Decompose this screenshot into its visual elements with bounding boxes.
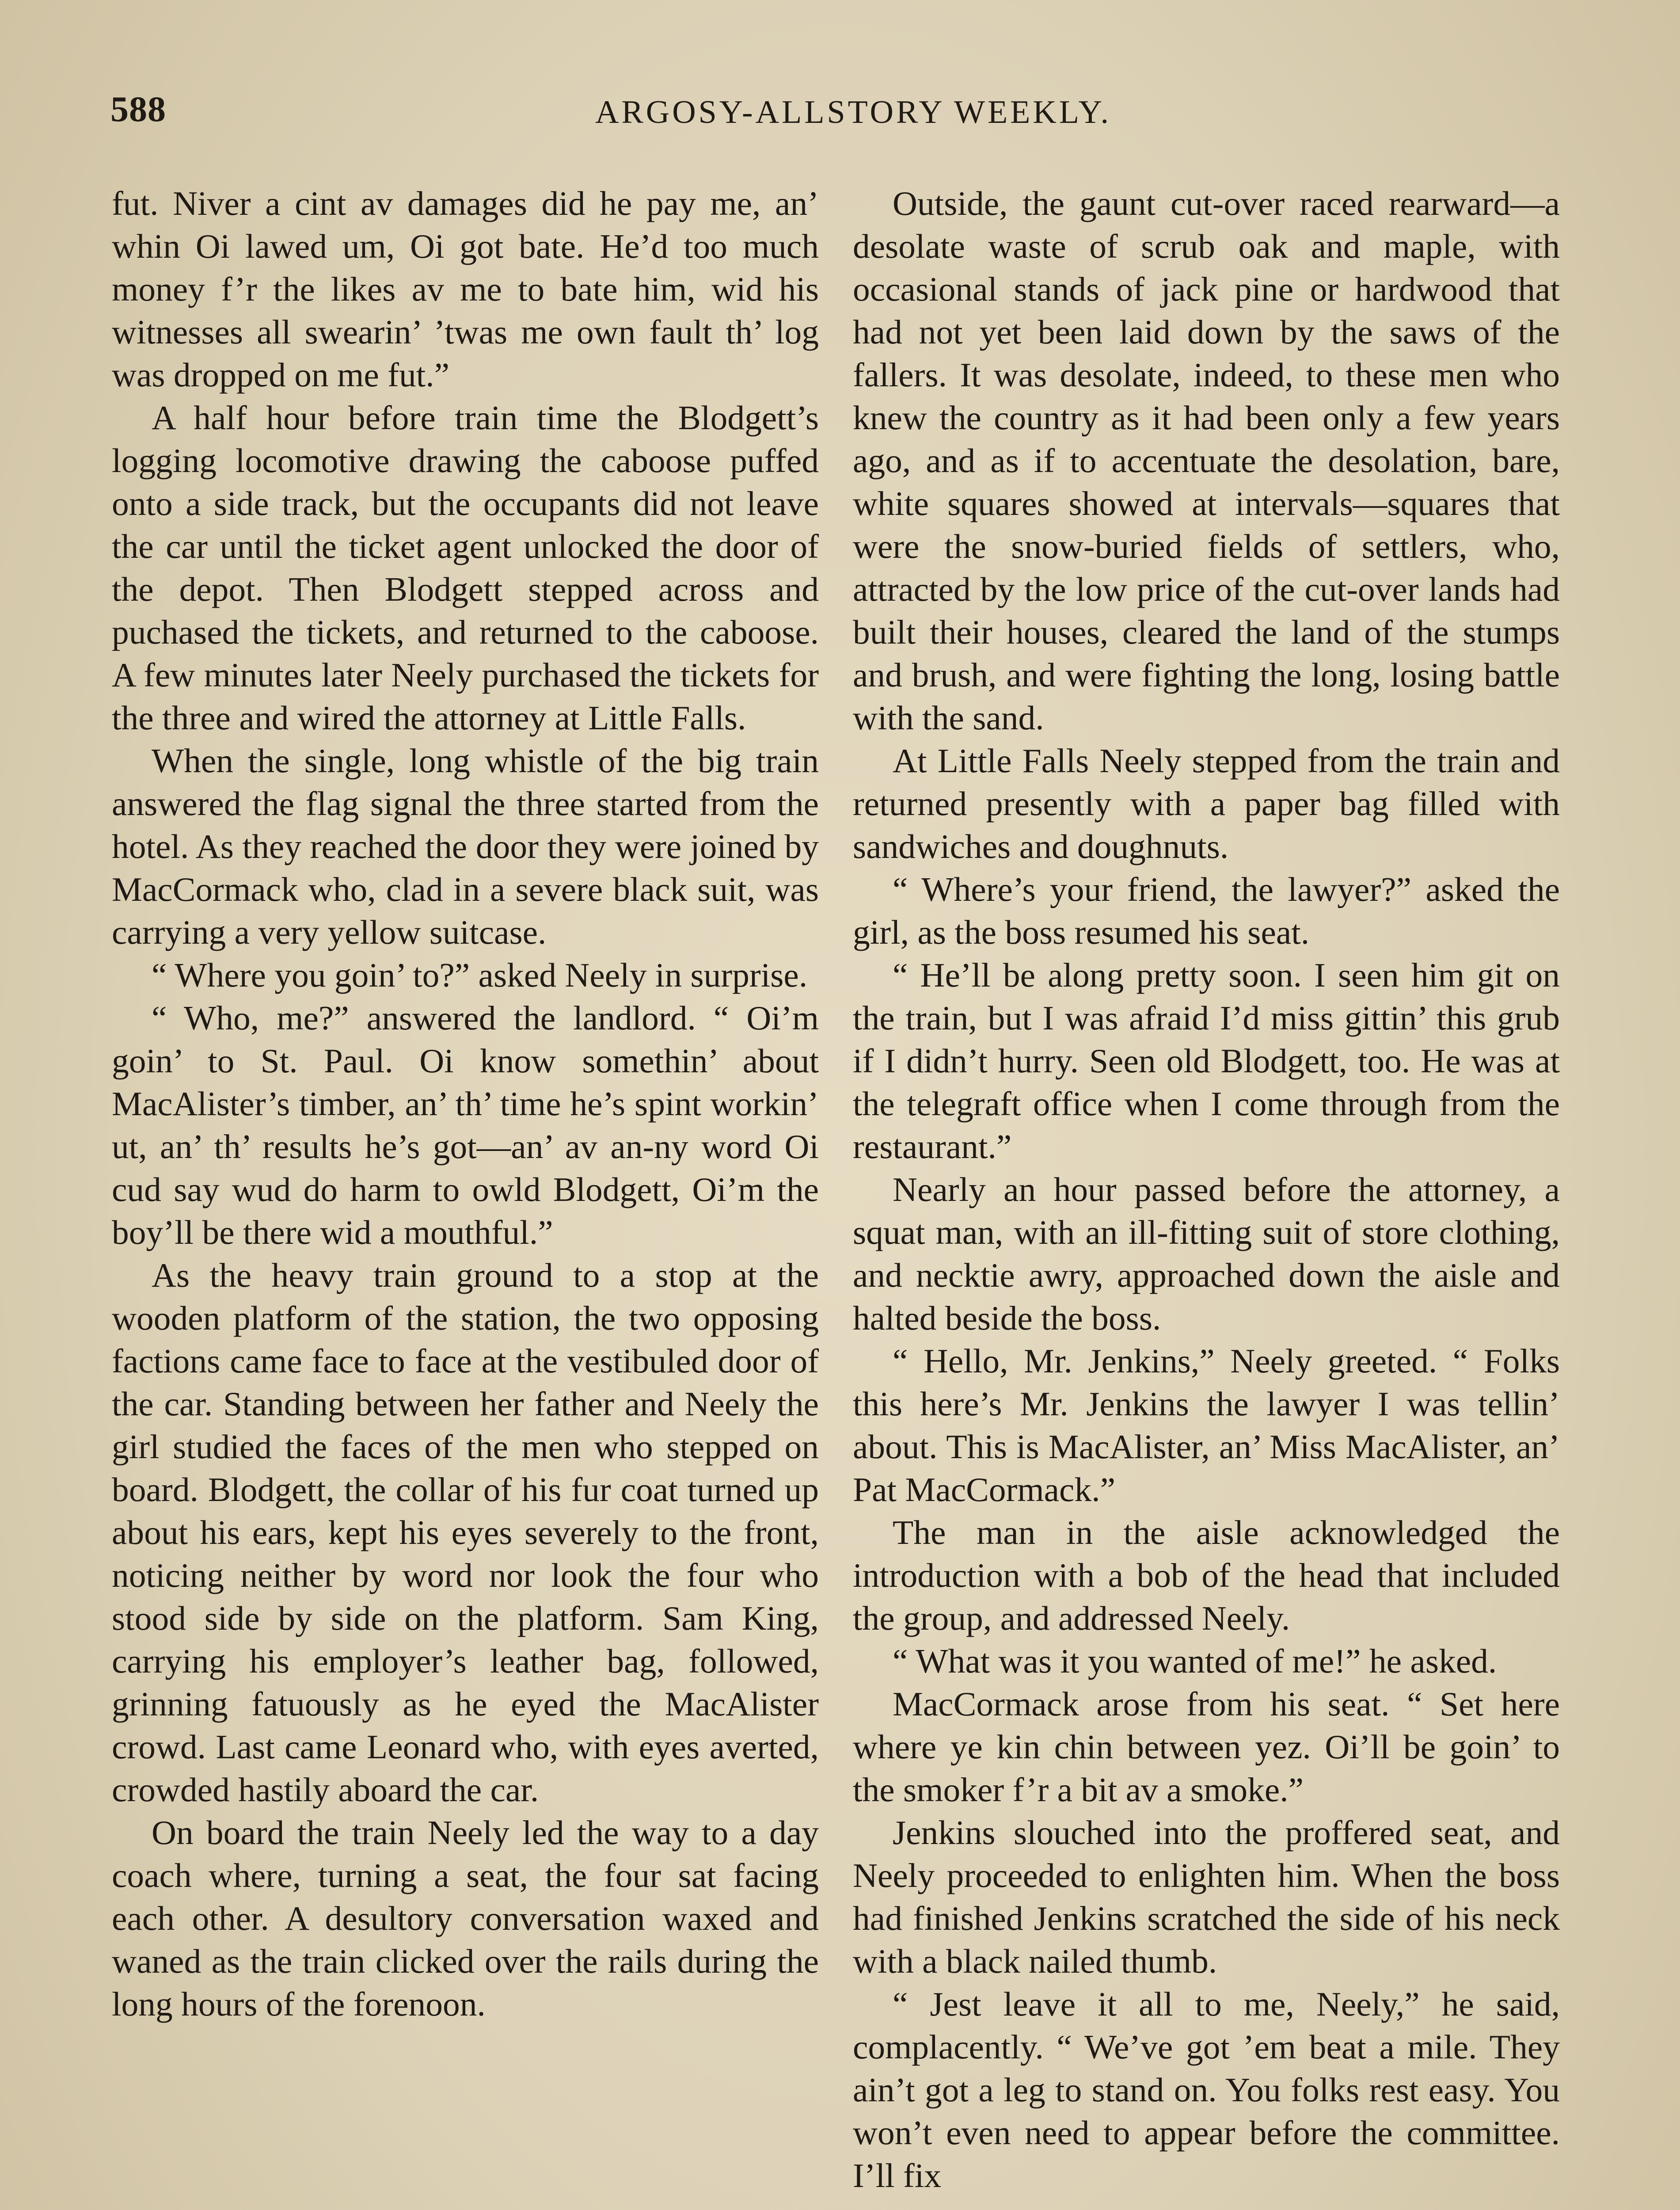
paragraph: “ Hello, Mr. Jenkins,” Neely greeted. “ Folks this here’s Mr. Jenkins the lawyer I was tellin’ about. This is MacAlister, an’ Miss MacAlister, an’ Pat MacCormack.” (853, 1342, 1560, 1509)
paragraph: MacCormack arose from his seat. “ Set here where ye kin chin between yez. Oi’ll be goin’ to the smoker f’r a bit av a smoke.” (853, 1685, 1560, 1809)
paragraph: Jenkins slouched into the proffered seat, and Neely proceeded to enlighten him. When the boss had finished Jenkins scratched the side of his neck with a black nailed thumb. (853, 1814, 1560, 1980)
paragraph: “ What was it you wanted of me!” he asked. (893, 1642, 1497, 1680)
paragraph: Outside, the gaunt cut-over raced rearward—a desolate waste of scrub oak and maple, with occasional stands of jack pine or hardwood that had not yet been laid down by the saws of the fallers. It was desolate, indeed, to these men who knew the country as it had been only a few years ago, and as if to accentuate the desolation, bare, white squares showed at intervals—squares that were the snow-buried fields of settlers, who, attracted by the low price of the cut-over lands had built their houses, cleared the land of the stumps and brush, and were fighting the long, losing battle with the sand. (853, 184, 1560, 737)
right-column (853, 182, 1560, 2197)
paragraph: “ Jest leave it all to me, Neely,” he said, complacently. “ We’ve got ’em beat a mile. They ain’t got a leg to stand on. You folks rest easy. You won’t even need to appear before the committee. I’ll fix (853, 1985, 1560, 2195)
running-head: ARGOSY-ALLSTORY WEEKLY. (595, 94, 1112, 130)
paragraph: “ Who, me?” answered the landlord. “ Oi’m goin’ to St. Paul. Oi know somethin’ about MacAlister’s timber, an’ th’ time he’s spint workin’ ut, an’ th’ results he’s got—an’ av an-ny word Oi cud say wud do harm to owld Blodgett, Oi’m the boy’ll be there wid a mouthful.” (112, 999, 819, 1251)
paragraph: As the heavy train ground to a stop at the wooden platform of the station, the two opposing factions came face to face at the vestibuled door of the car. Standing between her father and Neely the girl studied the faces of the men who stepped on board. Blodgett, the collar of his fur coat turned up about his ears, kept his eyes severely to the front, noticing neither by word nor look the four who stood side by side on the platform. Sam King, carrying his employer’s leather bag, followed, grinning fatuously as he eyed the MacAlister crowd. Last came Leonard who, with eyes averted, crowded hastily aboard the car. (112, 1256, 819, 1809)
paragraph: “ He’ll be along pretty soon. I seen him git on the train, but I was afraid I’d miss gittin’ this grub if I didn’t hurry. Seen old Blodgett, too. He was at the telegraft office when I come through from the restaurant.” (853, 956, 1560, 1166)
paragraph: A half hour before train time the Blodgett’s logging locomotive drawing the caboose puffed onto a side track, but the occupants did not leave the car until the ticket agent unlocked the door of the depot. Then Blodgett stepped across and puchased the tickets, and returned to the caboose. A few minutes later Neely purchased the tickets for the three and wired the attorney at Little Falls. (112, 399, 819, 737)
paragraph: On board the train Neely led the way to a day coach where, turning a seat, the four sat facing each other. A desultory conversation waxed and waned as the train clicked over the rails during the long hours of the forenoon. (112, 1814, 819, 2023)
paragraph: The man in the aisle acknowledged the introduction with a bob of the head that included the group, and addressed Neely. (853, 1513, 1560, 1637)
paragraph: When the single, long whistle of the big train answered the flag signal the three started from the hotel. As they reached the door they were joined by MacCormack who, clad in a severe black suit, was carrying a very yellow suitcase. (112, 742, 819, 951)
left-column (112, 182, 819, 2026)
paragraph: At Little Falls Neely stepped from the train and returned presently with a paper bag filled with sandwiches and doughnuts. (853, 742, 1560, 865)
paragraph: “ Where you goin’ to?” asked Neely in surprise. (152, 956, 808, 994)
paragraph: fut. Niver a cint av damages did he pay me, an’ whin Oi lawed um, Oi got bate. He’d too much money f’r the likes av me to bate him, wid his witnesses all swearin’ ’twas me own fault th’ log was dropped on me fut.” (112, 184, 819, 394)
paragraph: Nearly an hour passed before the attorney, a squat man, with an ill-fitting suit of store clothing, and necktie awry, approached down the aisle and halted beside the boss. (853, 1170, 1560, 1337)
page-number: 588 (110, 89, 166, 129)
paragraph: “ Where’s your friend, the lawyer?” asked the girl, as the boss resumed his seat. (853, 870, 1560, 951)
